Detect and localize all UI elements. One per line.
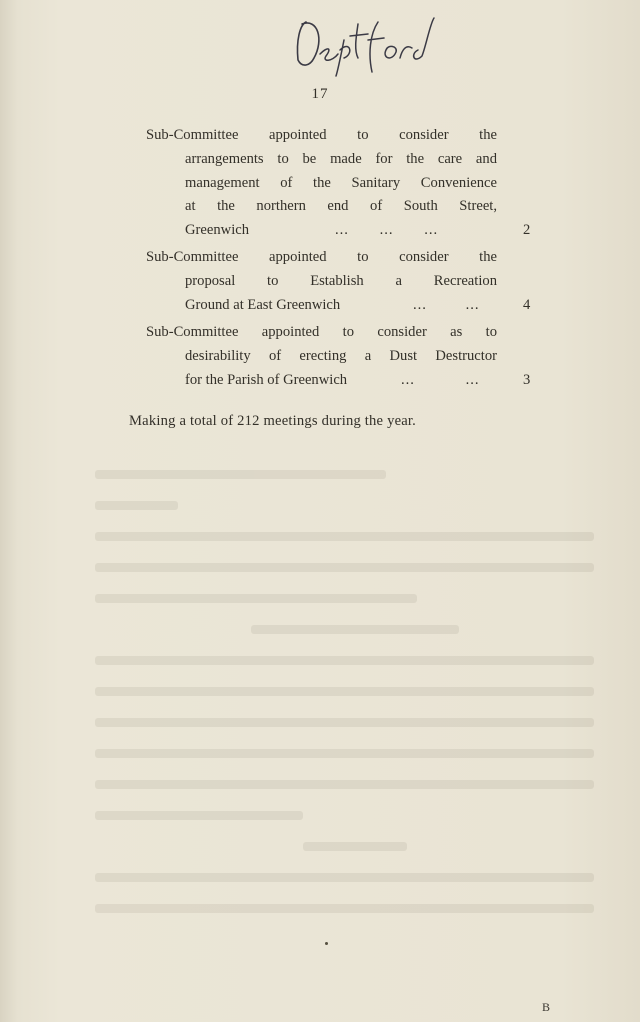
leader-dots: ... ... [401,371,480,388]
entry-line: at the northern end of South Street, [185,198,497,215]
entry-line: Ground at East Greenwich [185,296,341,313]
entry-line: desirability of erecting a Dust Destructor [185,347,497,364]
leader-dots: ... ... [413,296,480,313]
total-meetings-line: Making a total of 212 meetings during the year. [129,413,417,429]
entry-line: management of the Sanitary Convenience [185,174,497,191]
committee-entry [146,124,536,243]
reverse-side-show-through [95,470,615,990]
entry-line: Greenwich [185,222,250,239]
meeting-count: 3 [523,371,531,388]
meeting-count: 4 [523,296,531,313]
meeting-count: 2 [523,222,531,239]
handwritten-deptford-signature [288,10,448,80]
entry-line: Sub-Committee appointed to consider as to [146,324,497,340]
committee-entry [146,246,536,317]
entry-last-line [185,294,531,318]
committee-entry [146,321,536,392]
page-number: 17 [311,86,329,102]
entry-last-line [185,219,531,243]
printer-signature-mark: B [542,1000,551,1014]
paper-speck [325,942,328,945]
entry-last-line [185,369,531,393]
entry-line: Sub-Committee appointed to consider the [146,127,497,143]
entry-line: for the Parish of Greenwich [185,371,348,388]
entry-line: Sub-Committee appointed to consider the [146,249,497,265]
leader-dots: ... ... ... [335,222,439,239]
entry-line: arrangements to be made for the care and [185,150,497,167]
entry-line: proposal to Establish a Recreation [185,272,497,289]
